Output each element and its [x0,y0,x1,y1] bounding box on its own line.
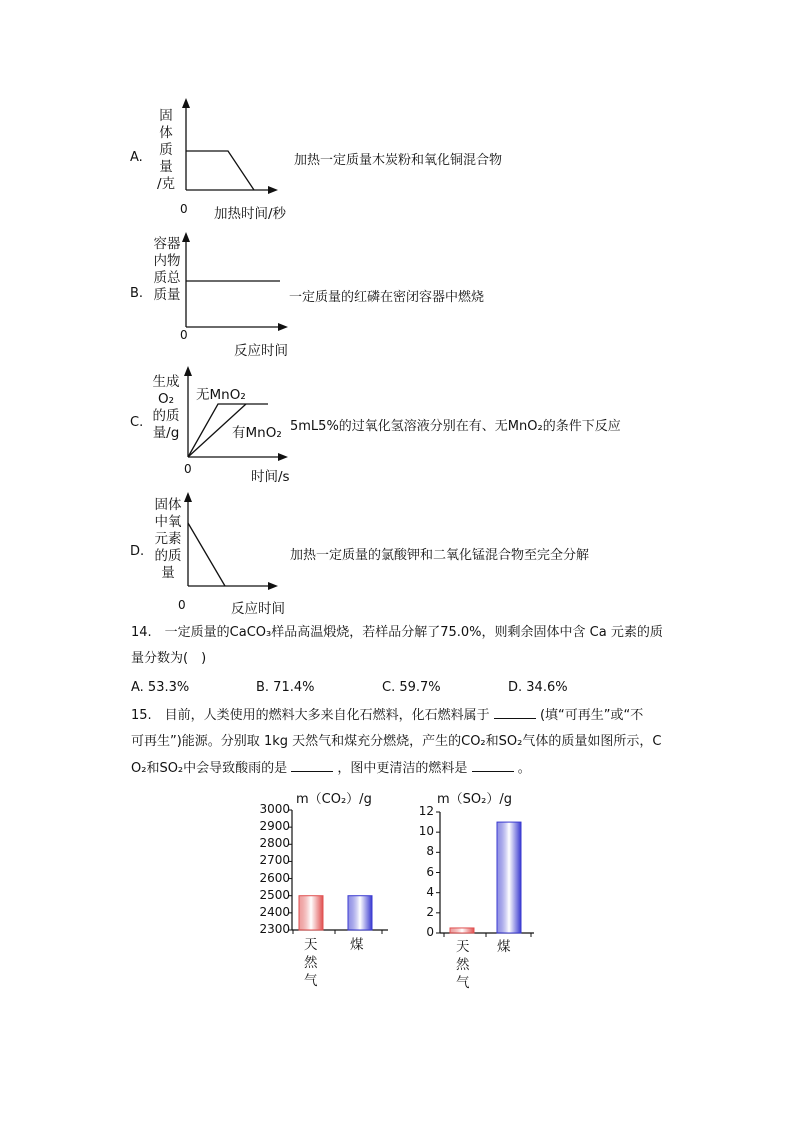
question-stem-line: O₂和SO₂中会导致酸雨的是 ，图中更清洁的燃料是 。 [131,761,531,776]
option-letter: D. [130,544,145,559]
option-a: A. 53.3% [131,680,190,695]
option-description: 5mL5%的过氧化氢溶液分别在有、无MnO₂的条件下反应 [290,419,621,434]
option-letter: C. [130,415,144,430]
origin-label: 0 [178,598,186,612]
y-tick-label: 4 [426,884,434,899]
y-tick-label: 12 [418,804,434,818]
y-axis-label: 容器 内物 质总 质量 [153,236,181,303]
origin-label: 0 [180,202,188,216]
option-description: 加热一定质量的氯酸钾和二氧化锰混合物至完全分解 [290,548,590,563]
option-c: C. 59.7% [382,680,441,695]
category-label-natural-gas: 天然气 [304,937,318,989]
x-axis-label: 时间/s [251,469,290,485]
y-tick-label: 10 [418,824,434,839]
y-tick-label: 2 [426,904,434,919]
category-label-coal: 煤 [497,939,511,955]
question-stem: 14. 一定质量的CaCO₃样品高温煅烧，若样品分解了75.0%，则剩余固体中含 Ca 元素的质 [131,625,663,640]
option-description: 一定质量的红磷在密闭容器中燃烧 [289,290,485,305]
chart-title: m（SO₂）/g [437,792,512,807]
x-axis-label: 反应时间 [234,343,288,359]
y-tick-label: 2700 [259,853,290,868]
x-axis-label: 反应时间 [231,601,285,617]
y-tick-label: 8 [426,844,434,859]
y-axis-label: 固 体 质 量 /克 [156,108,176,192]
y-tick-label: 2600 [259,870,290,885]
y-axis-label: 固体 中氧 元素 的质 量 [154,497,182,581]
line-label: 有MnO₂ [232,425,282,441]
y-tick-label: 3000 [259,802,290,816]
y-tick-label: 2900 [259,819,290,834]
option-letter: A. [130,150,143,165]
line-label: 无MnO₂ [196,387,246,403]
origin-label: 0 [184,462,192,476]
y-axis-label: 生成 O₂ 的质 量/g [152,374,180,441]
option-d: D. 34.6% [508,680,568,695]
y-tick-label: 2800 [259,836,290,851]
y-tick-label: 6 [426,864,434,879]
bar-coal [497,822,521,933]
y-tick-label: 2400 [259,904,290,919]
category-label-natural-gas: 天然气 [456,939,470,991]
category-label-coal: 煤 [350,937,364,953]
chart-title: m（CO₂）/g [296,792,372,807]
y-tick-label: 2500 [259,887,290,902]
question-stem-line: 15. 目前，人类使用的燃料大多来自化石燃料，化石燃料属于 (填“可再生”或“不 [131,708,644,723]
option-letter: B. [130,286,144,301]
x-axis-label: 加热时间/秒 [214,206,287,222]
y-tick-label: 0 [426,925,434,939]
question-stem: 量分数为( ) [131,651,207,666]
option-description: 加热一定质量木炭粉和氧化铜混合物 [294,153,503,168]
option-b: B. 71.4% [256,680,315,695]
y-tick-label: 2300 [259,922,290,936]
question-stem-line: 可再生”)能源。分别取 1kg 天然气和煤充分燃烧，产生的CO₂和SO₂气体的质量如图所示，C [131,734,662,749]
origin-label: 0 [180,328,188,342]
bar-natural-gas [450,928,474,933]
